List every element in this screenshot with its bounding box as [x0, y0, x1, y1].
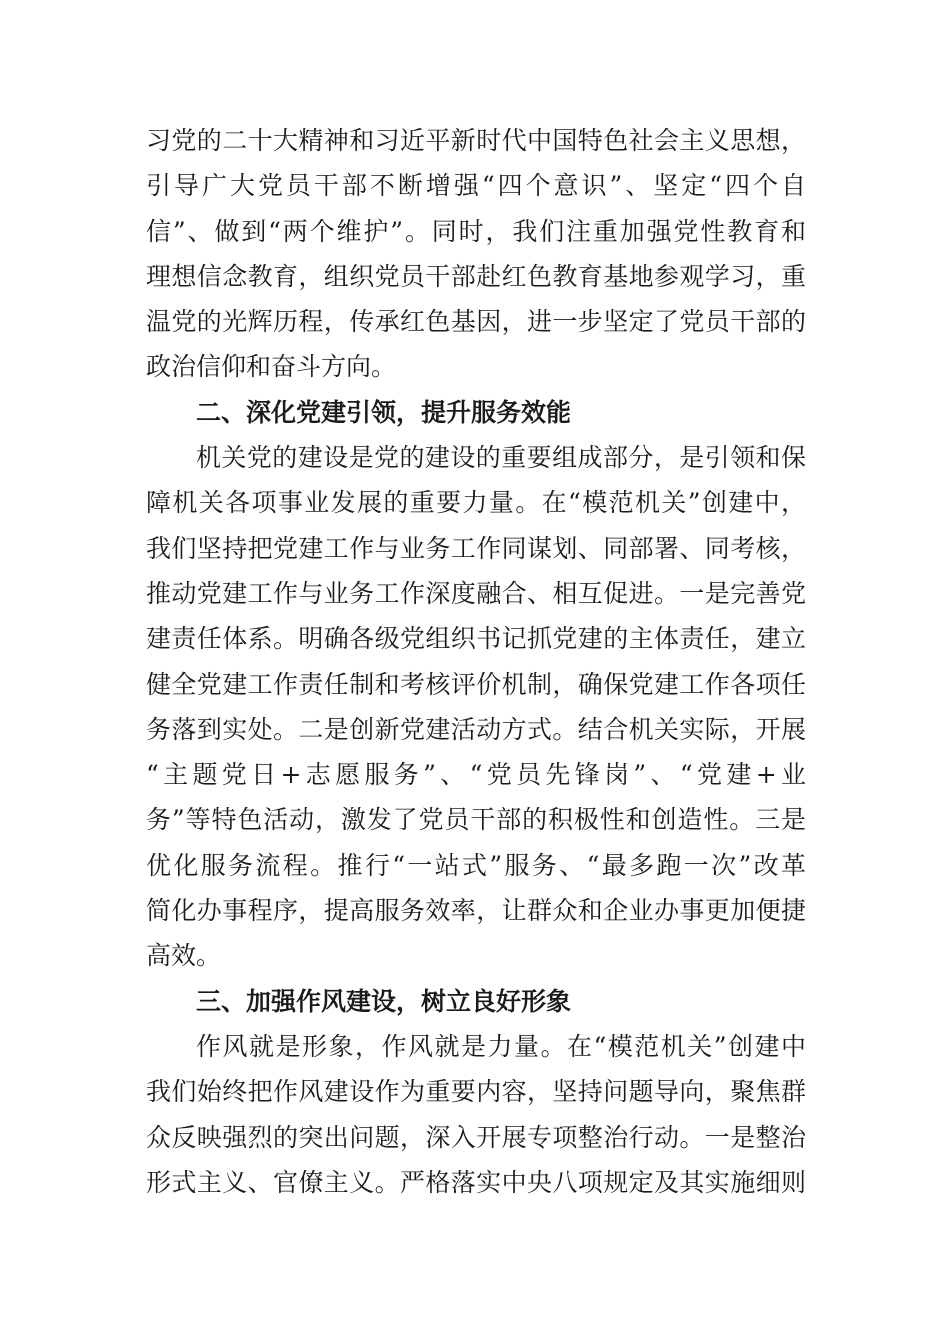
paragraph-line: 习党的二十大精神和习近平新时代中国特色社会主义思想，: [146, 126, 806, 155]
paragraph-line: 建责任体系。明确各级党组织书记抓党建的主体责任，建立: [146, 624, 806, 654]
paragraph-first-line: 作风就是形象，作风就是力量。在“模范机关”创建中: [196, 1031, 806, 1061]
section-heading: 二、深化党建引领，提升服务效能: [196, 397, 572, 427]
paragraph-line: 高效。: [146, 941, 222, 971]
paragraph-line: 引导广大党员干部不断增强“四个意识”、坚定“四个自: [146, 171, 806, 201]
paragraph-line: 我们始终把作风建设作为重要内容，坚持问题导向，聚焦群: [146, 1077, 806, 1107]
paragraph-line: 简化办事程序，提高服务效率，让群众和企业办事更加便捷: [146, 896, 806, 926]
paragraph-line: 务”等特色活动，激发了党员干部的积极性和创造性。三是: [146, 805, 806, 835]
paragraph-line: “主题党日+志愿服务”、“党员先锋岗”、“党建+业: [146, 760, 806, 790]
paragraph-line: 众反映强烈的突出问题，深入开展专项整治行动。一是整治: [146, 1122, 806, 1152]
paragraph-line: 理想信念教育，组织党员干部赴红色教育基地参观学习，重: [146, 261, 806, 291]
section-heading: 三、加强作风建设，树立良好形象: [196, 986, 572, 1016]
paragraph-line: 政治信仰和奋斗方向。: [146, 352, 397, 382]
paragraph-line: 推动党建工作与业务工作深度融合、相互促进。一是完善党: [146, 578, 806, 608]
paragraph-line: 形式主义、官僚主义。严格落实中央八项规定及其实施细则: [146, 1167, 806, 1197]
paragraph-line: 信”、做到“两个维护”。同时，我们注重加强党性教育和: [146, 216, 806, 246]
paragraph-line: 我们坚持把党建工作与业务工作同谋划、同部署、同考核，: [146, 533, 806, 563]
paragraph-line: 障机关各项事业发展的重要力量。在“模范机关”创建中，: [146, 488, 806, 518]
document-body: [146, 118, 806, 1205]
paragraph-line: 务落到实处。二是创新党建活动方式。结合机关实际，开展: [146, 714, 806, 744]
paragraph-line: 健全党建工作责任制和考核评价机制，确保党建工作各项任: [146, 669, 806, 699]
paragraph-line: 温党的光辉历程，传承红色基因，进一步坚定了党员干部的: [146, 307, 806, 337]
paragraph-line: 优化服务流程。推行“一站式”服务、“最多跑一次”改革: [146, 850, 806, 880]
paragraph-first-line: 机关党的建设是党的建设的重要组成部分，是引领和保: [196, 443, 806, 473]
